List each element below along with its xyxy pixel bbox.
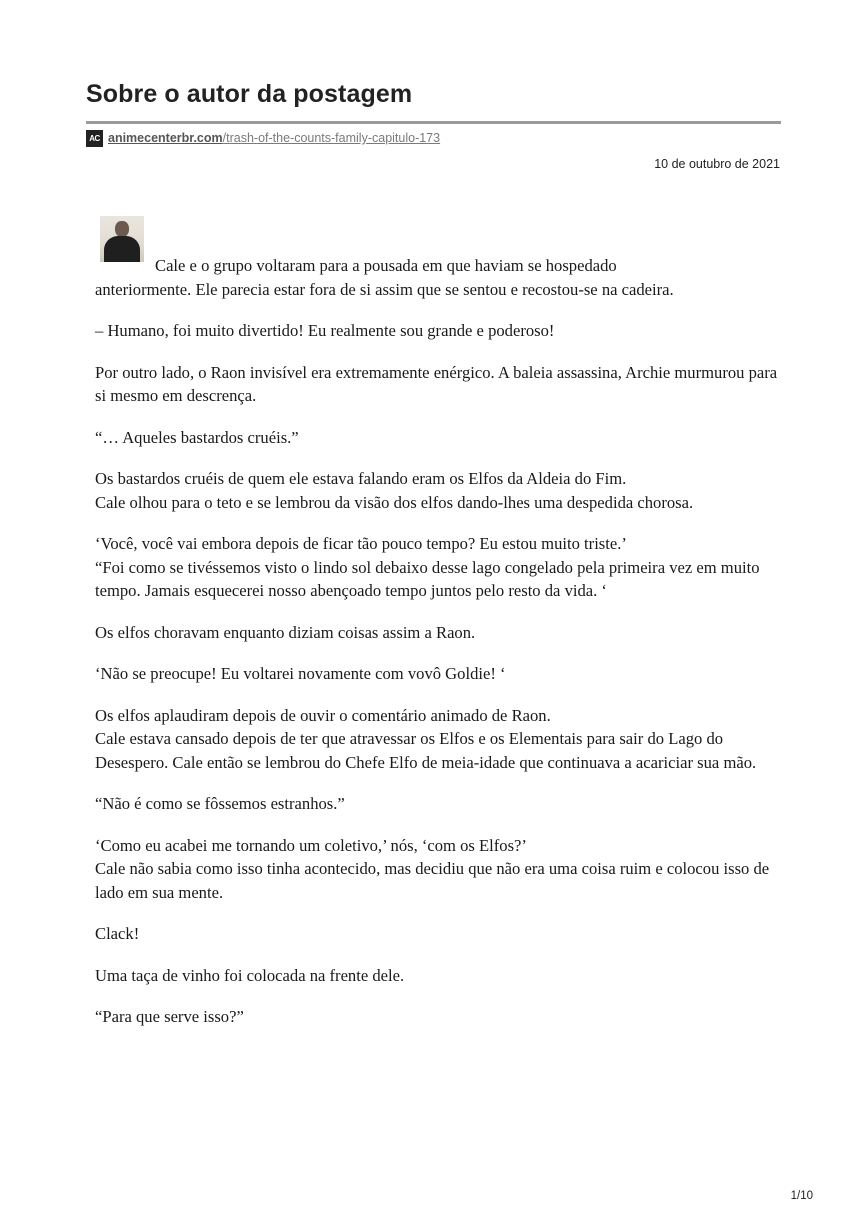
article-paragraph: Por outro lado, o Raon invisível era extremamente enérgico. A baleia assassina, Archie murmurou para si mesmo em descrença. (95, 362, 778, 405)
title-divider (86, 121, 781, 124)
article-text: Cale e o grupo voltaram para a pousada em que haviam se hospedado (155, 256, 617, 275)
article-paragraph (95, 704, 785, 775)
article-paragraph: Uma taça de vinho foi colocada na frente dele. (95, 965, 405, 985)
source-path[interactable]: /trash-of-the-counts-family-capitulo-173 (222, 131, 441, 145)
article-text: Cale estava cansado depois de ter que atravessar os Elfos e os Elementais para sair do Lago do Desespero. Cale então se lembrou do Chefe Elfo de meia-idade que continuava a acariciar sua mão. (95, 729, 757, 772)
article-paragraph: – Humano, foi muito divertido! Eu realmente sou grande e poderoso! (95, 321, 555, 340)
article-paragraph (95, 834, 785, 905)
article-text: “Foi como se tivéssemos visto o lindo sol debaixo desse lago congelado pela primeira vez em muito tempo. Jamais esquecerei nosso abençoado tempo juntos pelo resto da vida. ‘ (95, 557, 760, 600)
article-text: ‘Você, você vai embora depois de ficar tão pouco tempo? Eu estou muito triste.’ (95, 534, 627, 553)
post-date: 10 de outubro de 2021 (654, 157, 780, 171)
source-domain[interactable]: animecenterbr.com (108, 131, 223, 145)
article-paragraph (95, 467, 785, 514)
article-paragraph: ‘Não se preocupe! Eu voltarei novamente com vovô Goldie! ‘ (95, 664, 506, 683)
site-logo-icon: AC (86, 130, 103, 147)
article-body (95, 254, 785, 1047)
avatar-head-shape (115, 221, 129, 237)
article-paragraph: “Não é como se fôssemos estranhos.” (95, 794, 345, 813)
article-paragraph (95, 254, 785, 301)
article-text: anteriormente. Ele parecia estar fora de si assim que se sentou e recostou-se na cadeira. (95, 279, 674, 299)
source-link[interactable] (86, 129, 440, 147)
article-paragraph: “… Aqueles bastardos cruéis.” (95, 427, 299, 447)
article-paragraph: Os elfos choravam enquanto diziam coisas assim a Raon. (95, 622, 476, 642)
article-paragraph: Clack! (95, 924, 140, 943)
page-number: 1/10 (790, 1190, 813, 1202)
article-text: Os elfos aplaudiram depois de ouvir o comentário animado de Raon. (95, 705, 551, 725)
article-text: Cale olhou para o teto e se lembrou da visão dos elfos dando-lhes uma despedida chorosa. (95, 492, 694, 512)
article-text: Cale não sabia como isso tinha acontecido, mas decidiu que não era uma coisa ruim e colocou isso de lado em sua mente. (95, 859, 770, 902)
article-paragraph: “Para que serve isso?” (95, 1007, 244, 1026)
article-paragraph (95, 532, 785, 603)
page-title: Sobre o autor da postagem (86, 80, 413, 108)
article-text: ‘Como eu acabei me tornando um coletivo,’ nós, ‘com os Elfos?’ (95, 835, 527, 855)
article-text: Os bastardos cruéis de quem ele estava falando eram os Elfos da Aldeia do Fim. (95, 469, 627, 488)
